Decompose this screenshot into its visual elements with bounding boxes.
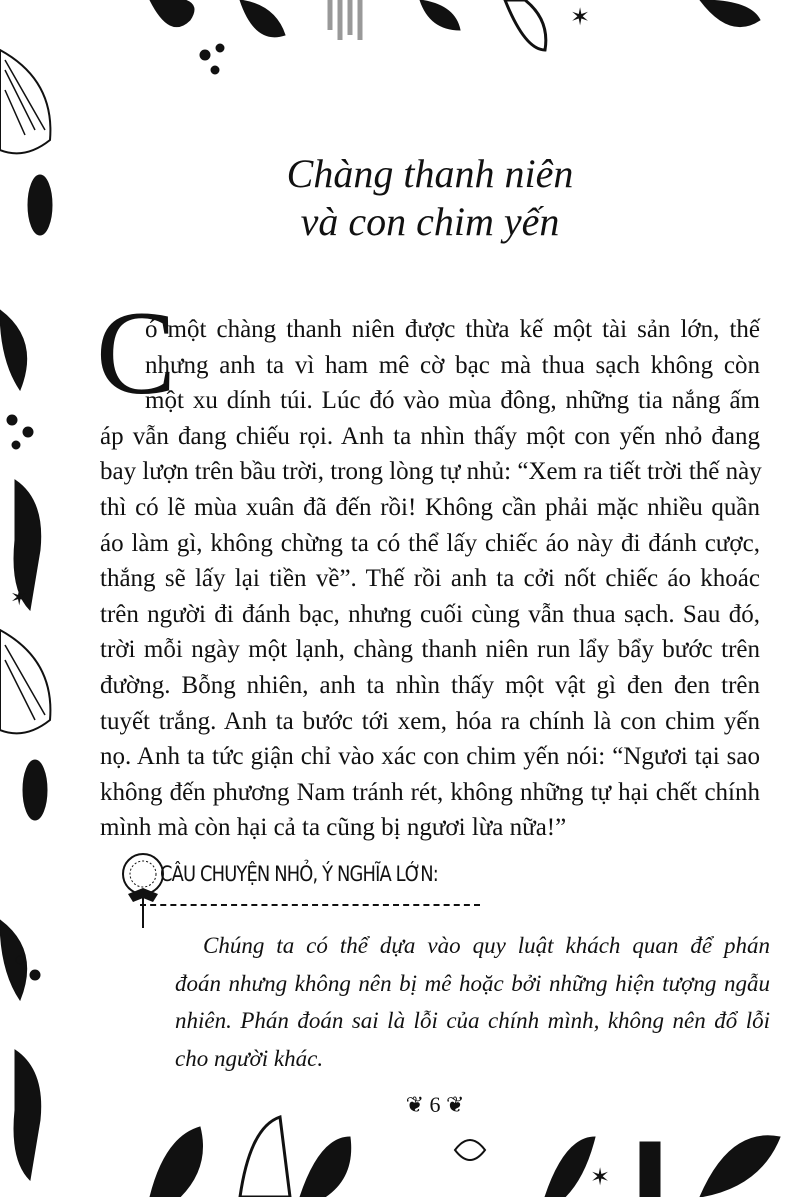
story-line: ó một chàng thanh niên được thừa kế một tài sản lớn, thế [145,316,760,343]
svg-text:✶: ✶ [10,586,29,611]
story-line: tuyết trắng. Anh ta bước tới xem, hóa ra chính là con chim yến [100,707,760,735]
story-line: mình mà còn hại cả ta cũng bị ngươi lừa nữa!” [100,814,567,842]
moral-text [175,927,770,1077]
svg-text:✶: ✶ [570,3,591,31]
leaf-ornament-icon: ❦ [405,1092,430,1117]
story-line: thì có lẽ mùa xuân đã đến rồi! Không cần phải mặc nhiều quần [100,493,760,521]
title-line: Chàng thanh niên [286,151,574,196]
moral-line: đoán nhưng không nên bị mê hoặc bởi những hiện tượng ngẫu [175,970,770,996]
page-title [230,150,630,246]
story-line: thắng sẽ lấy lại tiền về”. Thế rồi anh ta cởi nốt chiếc áo khoác [100,565,760,593]
title-line: và con chim yến [300,199,560,244]
page-number-value: 6 [429,1092,441,1117]
story-line: nọ. Anh ta tức giận chỉ vào xác con chim yến nói: “Ngươi tại sao [100,743,760,771]
moral-line: Chúng ta có thể dựa vào quy luật khách quan để phán [203,933,770,958]
dashed-divider [140,904,480,906]
story-line: áp vẫn đang chiếu rọi. Anh ta nhìn thấy một con yến nhỏ đang [100,422,760,450]
story-line: đường. Bỗng nhiên, anh ta nhìn thấy một vật gì đen đen trên [100,671,760,699]
story-line: áo làm gì, không chừng ta có thể lấy chiếc áo này đi đánh cược, [100,529,760,557]
drop-cap: C [96,286,177,419]
story-line: trời mỗi ngày một lạnh, chàng thanh niên run lẩy bẩy bước trên [100,636,760,664]
story-text [100,312,760,846]
svg-text:✶: ✶ [590,1163,611,1191]
story-line: nhưng anh ta vì ham mê cờ bạc mà thua sạch không còn [145,351,760,379]
story-line: không đến phương Nam tránh rét, không những tự hại chết chính [100,778,760,806]
story-line: trên người đi đánh bạc, nhưng cuối cùng vẫn thua sạch. Sau đó, [100,600,760,628]
story-line: một xu dính túi. Lúc đó vào mùa đông, những tia nắng ấm [145,387,760,415]
story-line: bay lượn trên bầu trời, trong lòng tự nhủ: “Xem ra tiết trời thế này [100,458,762,486]
page-number [380,1092,490,1118]
moral-heading: CÂU CHUYỆN NHỎ, Ý NGHĨA LỚN: [160,862,438,886]
moral-line: nhiên. Phán đoán sai là lỗi của chính mình, không nên đổ lỗi [175,1008,770,1033]
moral-line: cho người khác. [175,1045,324,1071]
leaf-ornament-icon: ❦ [440,1092,465,1117]
